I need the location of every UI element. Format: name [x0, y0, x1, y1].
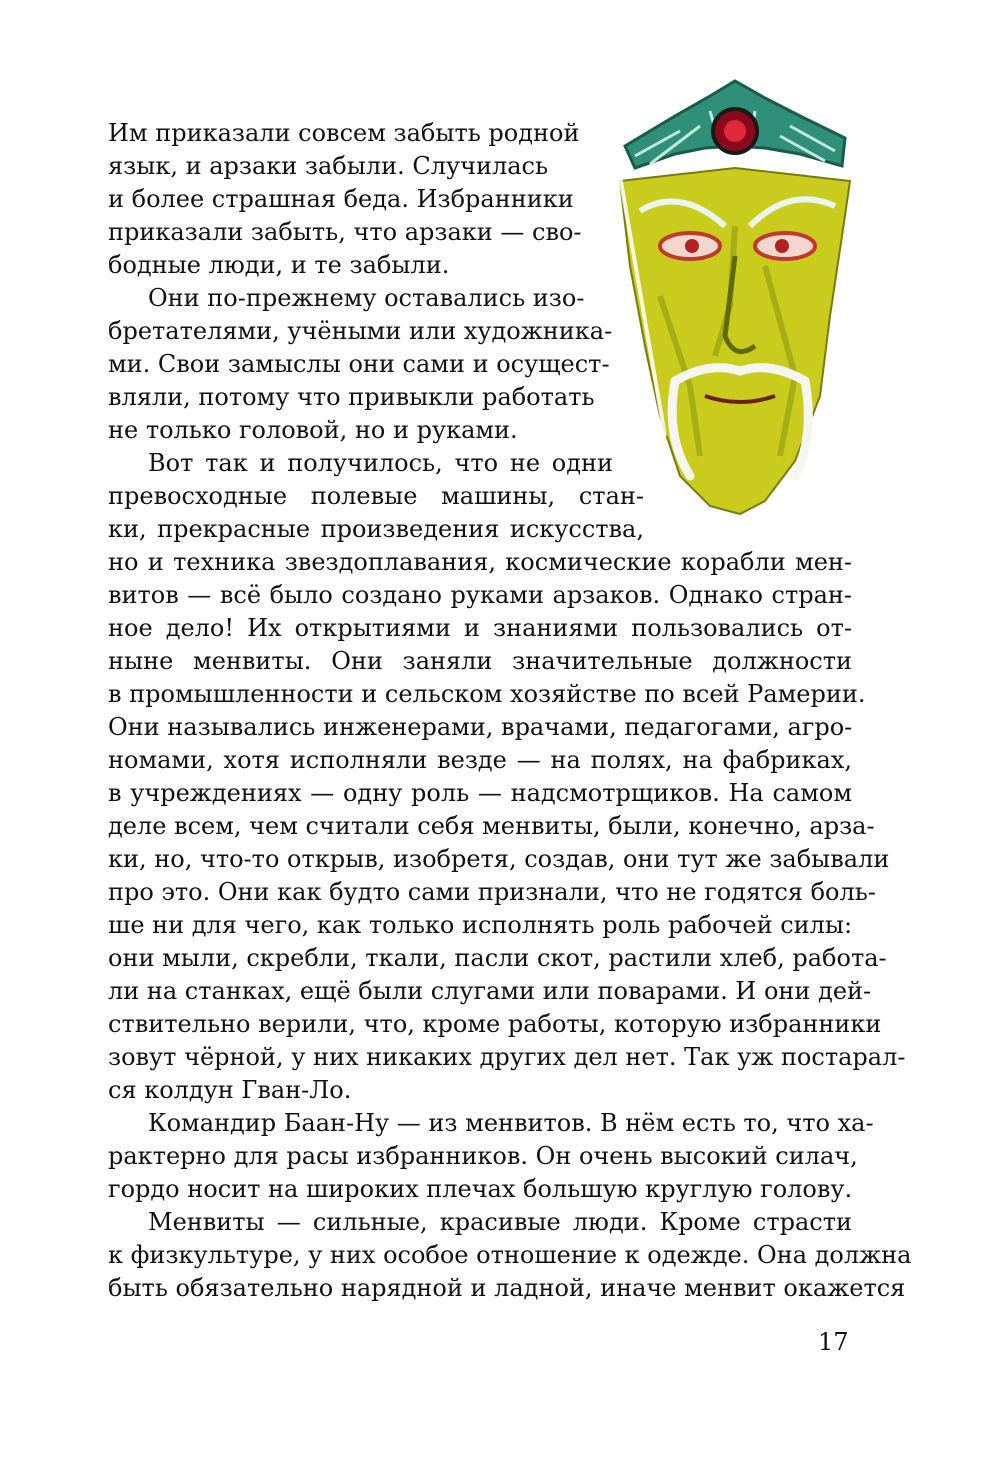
menvit-portrait-illustration: [580, 76, 890, 516]
text-line: в учреждениях — одну роль — надсмотрщиков. На самом: [108, 779, 852, 807]
text-line: Вот так и получилось, что не одни: [148, 449, 613, 477]
text-line: Они назывались инженерами, врачами, педагогами, агро-: [108, 713, 853, 741]
text-line: ли на станках, ещё были слугами или поварами. И они дей-: [108, 977, 872, 1005]
right-pupil: [775, 239, 789, 253]
text-line: ми. Свои замыслы они сами и осущест-: [108, 350, 610, 378]
text-line: приказали забыть, что арзаки — сво-: [108, 218, 582, 246]
text-line: ки, но, что-то открыв, изобретя, создав, они тут же забывали: [108, 845, 890, 873]
text-line: Менвиты — сильные, красивые люди. Кроме страсти: [148, 1208, 852, 1236]
text-line: язык, и арзаки забыли. Случилась: [108, 152, 549, 180]
text-line: Командир Баан-Ну — из менвитов. В нём есть то, что ха-: [148, 1109, 874, 1137]
text-line: но и техника звездоплавания, космические корабли мен-: [108, 548, 852, 576]
text-line: они мыли, скребли, ткали, пасли скот, растили хлеб, работа-: [108, 944, 887, 972]
text-line: и более страшная беда. Избранники: [108, 185, 574, 213]
text-line: не только головой, но и руками.: [108, 416, 518, 444]
left-pupil: [685, 239, 699, 253]
text-line: ше ни для чего, как только исполнять роль рабочей силы:: [108, 911, 853, 939]
text-line: ное дело! Их открытиями и знаниями пользовались от-: [108, 614, 852, 642]
text-line: Им приказали совсем забыть родной: [108, 119, 580, 147]
text-line: про это. Они как будто сами признали, что не годятся боль-: [108, 878, 876, 906]
text-line: бодные люди, и те забыли.: [108, 251, 450, 279]
text-line: Они по-прежнему оставались изо-: [148, 284, 585, 312]
text-line: зовут чёрной, у них никаких других дел нет. Так уж постарал-: [108, 1043, 906, 1071]
text-line: быть обязательно нарядной и ладной, иначе менвит окажется: [108, 1274, 906, 1302]
crown-gem-highlight: [724, 120, 746, 142]
text-line: рактерно для расы избранников. Он очень высокий силач,: [108, 1142, 858, 1170]
text-line: ки, прекрасные произведения искусства,: [108, 515, 644, 543]
text-line: к физкультуре, у них особое отношение к одежде. Она должна: [108, 1241, 912, 1269]
text-line: номами, хотя исполняли везде — на полях, на фабриках,: [108, 746, 852, 774]
text-line: деле всем, чем считали себя менвиты, были, конечно, арза-: [108, 812, 875, 840]
text-line: витов — всё было создано руками арзаков. Однако стран-: [108, 581, 852, 609]
text-line: ся колдун Гван-Ло.: [108, 1076, 352, 1104]
text-line: гордо носит на широких плечах большую круглую голову.: [108, 1175, 853, 1203]
text-line: ныне менвиты. Они заняли значительные должности: [108, 647, 852, 675]
page-number: 17: [818, 1328, 849, 1356]
text-line: в промышленности и сельском хозяйстве по всей Рамерии.: [108, 680, 866, 708]
text-line: вляли, потому что привыкли работать: [108, 383, 595, 411]
text-line: превосходные полевые машины, стан-: [108, 482, 644, 510]
text-line: бретателями, учёными или художника-: [108, 317, 613, 345]
face: [620, 168, 850, 514]
text-line: ствительно верили, что, кроме работы, которую избранники: [108, 1010, 882, 1038]
